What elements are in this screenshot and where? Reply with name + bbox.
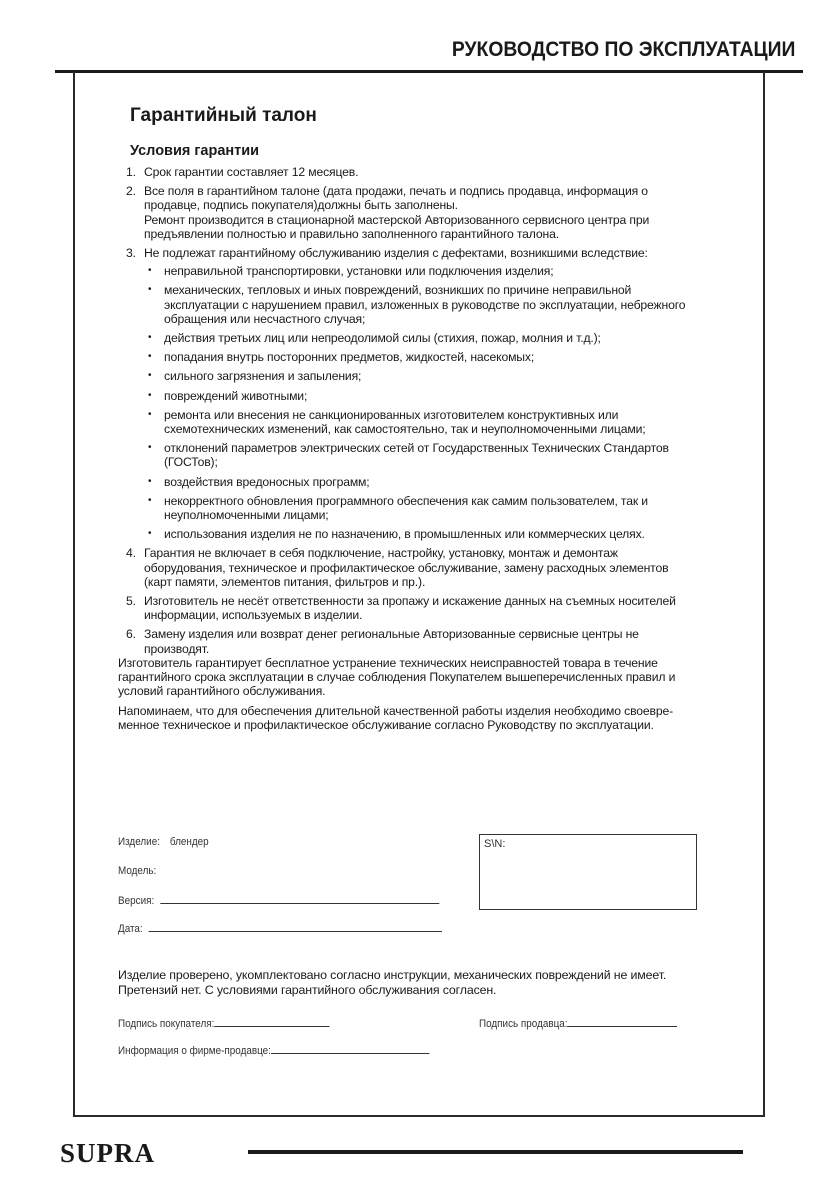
seller-signature-label: Подпись продавца: [479, 1018, 568, 1030]
footer-rule [248, 1150, 743, 1154]
condition-number: 6. [126, 627, 136, 642]
defect-item: • использования изделия не по назначению, в промышленных или коммерческих целях. [144, 527, 698, 541]
condition-item [118, 546, 698, 589]
defect-item: • воздействия вредоносных программ; [144, 475, 698, 489]
buyer-signature-field[interactable] [214, 1016, 329, 1027]
section-subtitle: Условия гарантии [130, 143, 260, 159]
seller-signature-field[interactable] [568, 1016, 678, 1027]
condition-text: Замену изделия или возврат денег региональные Авторизованные сервисные центры не производят. [144, 627, 639, 656]
product-row [118, 836, 209, 848]
buyer-signature-row [118, 1016, 330, 1030]
condition-number: 2. [126, 184, 136, 199]
condition-text: Срок гарантии составляет 12 месяцев. [144, 165, 359, 179]
brand-logo: SUPRA [60, 1138, 156, 1168]
defect-item: • попадания внутрь посторонних предметов, жидкостей, насекомых; [144, 350, 698, 364]
page-header-title: РУКОВОДСТВО ПО ЭКСПЛУАТАЦИИ [451, 38, 795, 61]
conditions-list [118, 165, 698, 656]
product-label: Изделие: [118, 836, 160, 848]
condition-item [118, 165, 698, 179]
serial-number-box[interactable] [479, 834, 697, 910]
model-label: Модель: [118, 865, 157, 877]
defect-item: • ремонта или внесения не санкционированных изготовителем конструктивных или схемотехнических изменений, как самостоятельно, так и неуполномоченными лицами; [144, 408, 698, 436]
document-title: Гарантийный талон [130, 105, 317, 126]
version-label: Версия: [118, 895, 155, 907]
seller-signature-row [479, 1016, 677, 1030]
condition-number: 3. [126, 246, 136, 261]
serial-number-label: S\N: [484, 838, 506, 850]
warranty-content [118, 104, 698, 737]
date-label: Дата: [118, 923, 143, 935]
defect-item: • механических, тепловых и иных повреждений, возникших по причине неправильной эксплуатации с нарушением правил, изложенных в руководстве по эксплуатации, небрежного обращения или несчастного случая; [144, 283, 698, 326]
warranty-paragraph: Изготовитель гарантирует бесплатное устранение технических неисправностей товара в течение гарантийного срока эксплуатации в случае соблюдения Покупателем вышеперечисленных правил и условий гарантийного обслуживания. [118, 655, 676, 699]
condition-number: 5. [126, 594, 136, 609]
confirmation-text: Изделие проверено, укомплектовано согласно инструкции, механических повреждений не имеет. Претензий нет. С условиями гарантийного обслуживания согласен. [118, 968, 667, 997]
condition-item [118, 627, 698, 655]
condition-item [118, 246, 698, 541]
condition-number: 4. [126, 546, 136, 561]
defect-item: • отклонений параметров электрических сетей от Государственных Технических Стандартов (ГОСТов); [144, 441, 698, 469]
defect-item: • действия третьих лиц или непреодолимой силы (стихия, пожар, молния и т.д.); [144, 331, 698, 345]
defect-item: • неправильной транспортировки, установки или подключения изделия; [144, 264, 698, 278]
date-row [118, 921, 442, 935]
model-row [118, 865, 156, 877]
buyer-signature-label: Подпись покупателя: [118, 1018, 215, 1030]
condition-text: Гарантия не включает в себя подключение, настройку, установку, монтаж и демонтаж оборудования, техническое и профилактическое обслуживание, замену расходных элементов (карт памяти, элементов питания, фильтров и пр.). [144, 546, 669, 589]
seller-info-field[interactable] [271, 1043, 429, 1054]
maintenance-paragraph: Напоминаем, что для обеспечения длительной качественной работы изделия необходимо своевре-менное техническое и профилактическое обслуживание согласно Руководству по эксплуатации. [118, 703, 674, 732]
condition-text: Не подлежат гарантийному обслуживанию изделия с дефектами, возникшими вследствие: [144, 246, 648, 261]
condition-note: Ремонт производится в стационарной мастерской Авторизованного сервисного центра при предъявлении полностью и правильно заполненного гарантийного талона. [144, 212, 650, 241]
defect-item: • некорректного обновления программного обеспечения как самим пользователем, так и неуполномоченными лицами; [144, 494, 698, 522]
version-row [118, 893, 440, 907]
defect-item: • сильного загрязнения и запыления; [144, 369, 698, 383]
condition-item [118, 594, 698, 622]
condition-item [118, 184, 698, 241]
condition-number: 1. [126, 165, 136, 179]
version-field[interactable] [161, 893, 440, 904]
product-value: блендер [169, 836, 209, 848]
defects-list [144, 264, 698, 541]
condition-text: Все поля в гарантийном талоне (дата продажи, печать и подпись продавца, информация о продавце, подпись покупателя)должны быть заполнены. [144, 184, 648, 213]
seller-info-row [118, 1043, 429, 1057]
defect-item: • повреждений животными; [144, 389, 698, 403]
seller-info-label: Информация о фирме-продавце: [118, 1045, 271, 1057]
condition-text: Изготовитель не несёт ответственности за пропажу и искажение данных на съемных носителей информации, используемых в изделии. [144, 594, 676, 623]
date-field[interactable] [149, 921, 442, 932]
